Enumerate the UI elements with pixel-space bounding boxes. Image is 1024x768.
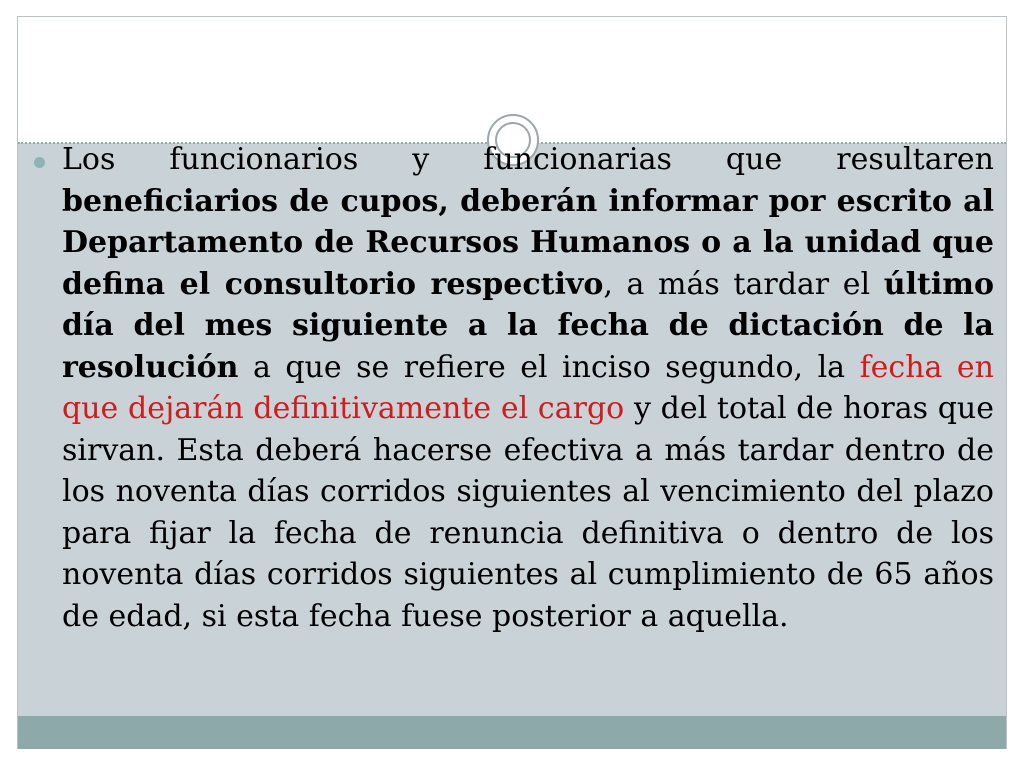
text-segment: Los funcionarios y funcionarias que resultaren [62,142,994,177]
bullet-dot-icon [34,157,45,168]
text-segment: y del total de horas que sirvan. Esta deberá hacerse efectiva a más tardar dentro de los noventa días corridos siguientes al vencimiento del plazo para fijar la fecha de renuncia definitiva o dentro de los noventa días corridos siguientes al cumplimiento de 65 años de edad, si esta fecha fuese posterior a aquella. [62,391,994,634]
footer-band [18,716,1006,749]
bullet-paragraph [62,139,994,637]
bold-segment: último día del mes siguiente a la fecha de dictación de la resolución [62,266,994,385]
bold-segment: beneficiarios de cupos, deberán informar por escrito al Departamento de Recursos Humanos o a la unidad que defina el consultorio respectivo [62,183,994,302]
text-segment: , a más tardar el [603,266,884,302]
text-segment: a que se refiere el inciso segundo, la [238,349,860,385]
highlighted-segment: fecha en que dejarán definitivamente el cargo [62,349,994,426]
